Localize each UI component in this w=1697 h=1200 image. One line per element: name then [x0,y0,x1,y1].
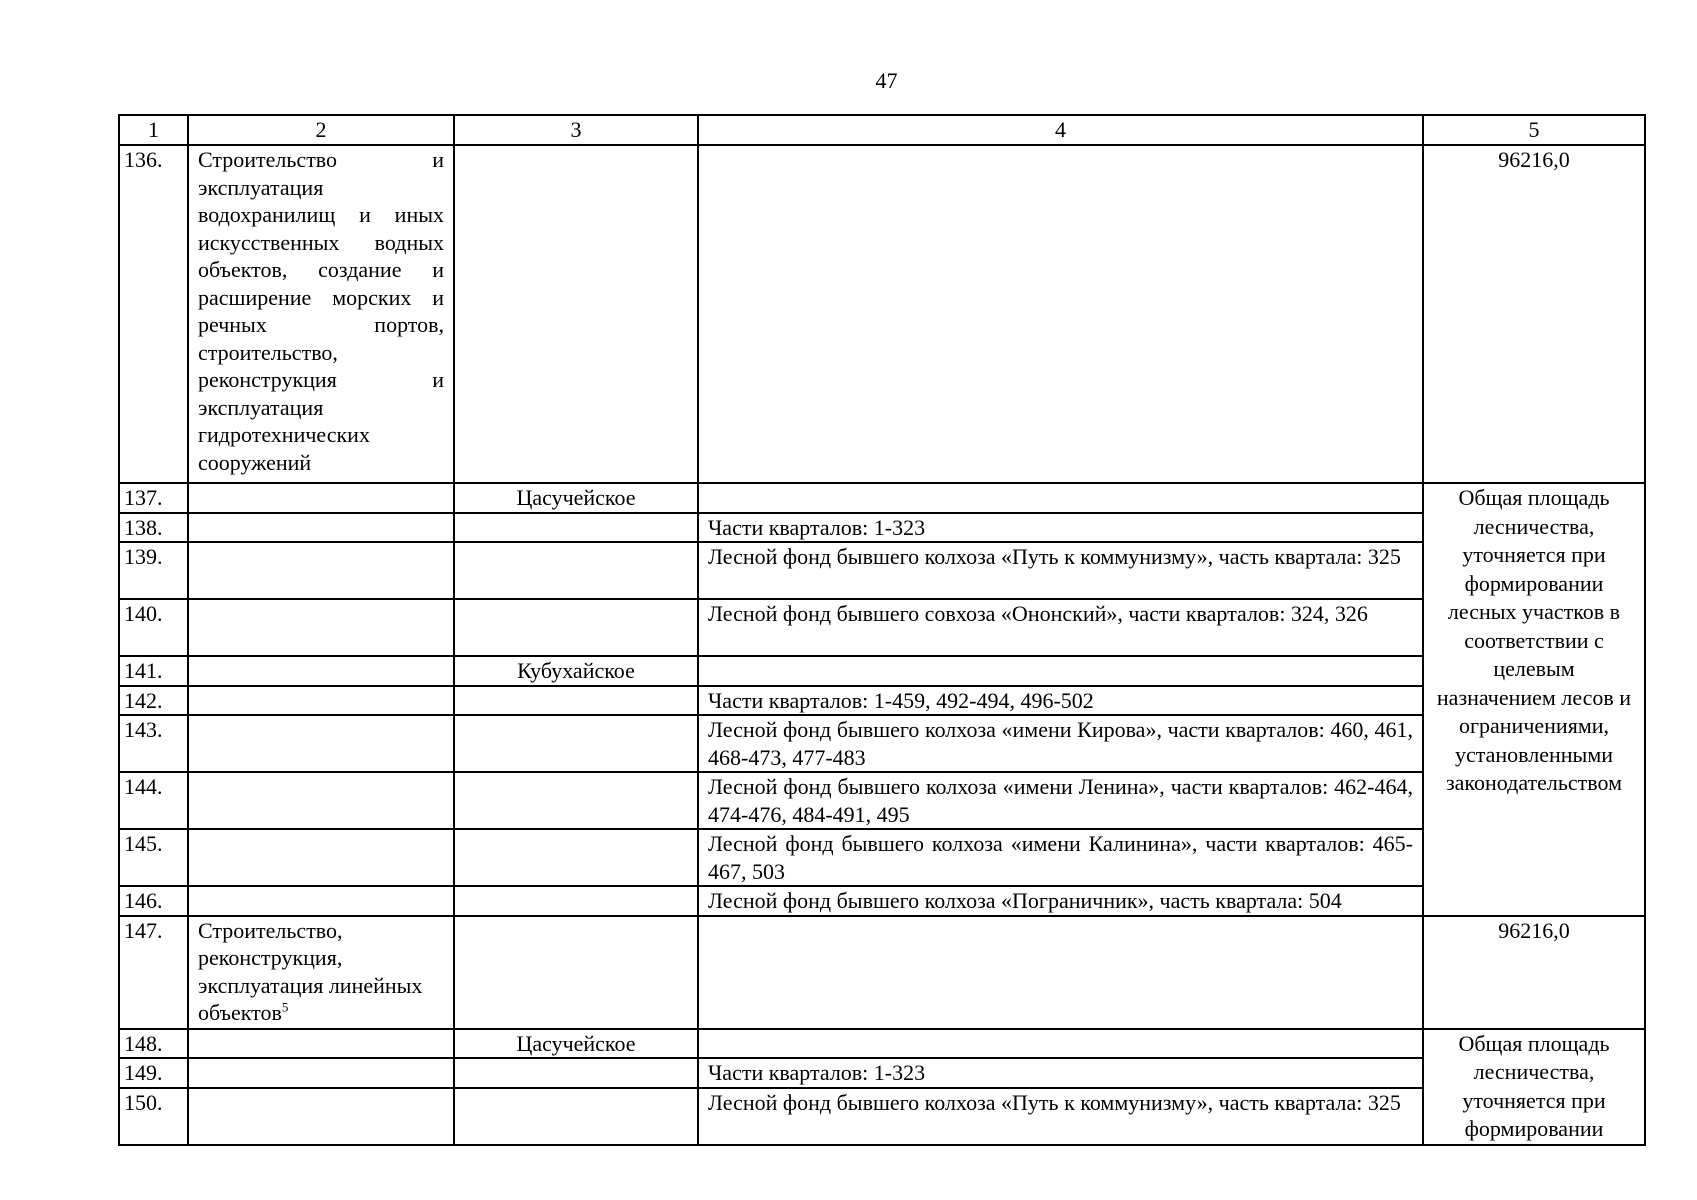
table-row [119,145,1645,483]
column-header-3: 3 [454,115,698,145]
purpose-cell [188,599,454,656]
purpose-cell [188,656,454,686]
row-number: 145. [119,829,188,886]
row-number: 139. [119,542,188,599]
column-header-1: 1 [119,115,188,145]
row-number: 146. [119,886,188,916]
row-number: 150. [119,1088,188,1145]
table-row [119,483,1645,513]
quarters-cell: Лесной фонд бывшего колхоза «Путь к коммунизму», часть квартала: 325 [698,1088,1423,1145]
quarters-cell [698,656,1423,686]
forest-use-table [118,114,1646,1146]
area-note-cell: Общая площадь лесничества, уточняется при формировании [1423,1029,1645,1145]
purpose-cell [188,483,454,513]
quarters-cell [698,916,1423,1029]
quarters-cell: Лесной фонд бывшего колхоза «имени Калинина», части кварталов: 465-467, 503 [698,829,1423,886]
purpose-cell [188,542,454,599]
row-number: 137. [119,483,188,513]
forestry-cell [454,686,698,716]
quarters-cell: Лесной фонд бывшего совхоза «Ононский», части кварталов: 324, 326 [698,599,1423,656]
forestry-cell: Цасучейское [454,1029,698,1059]
row-number: 138. [119,513,188,543]
row-number: 149. [119,1058,188,1088]
footnote-marker: 5 [281,999,289,1015]
forestry-cell: Цасучейское [454,483,698,513]
forestry-cell: Кубухайское [454,656,698,686]
purpose-cell: Строительство и эксплуатация водохранилищ и иных искусственных водных объектов, создание и расширение морских и речных портов, строительство, реконструкция и эксплуатация гидротехнических сооружений [188,145,454,483]
forestry-cell [454,715,698,772]
forestry-cell [454,599,698,656]
row-number: 140. [119,599,188,656]
table-row [119,829,1645,886]
purpose-text: Строительство, реконструкция, эксплуатация линейных объектов [198,917,423,1025]
forestry-cell [454,542,698,599]
quarters-cell: Лесной фонд бывшего колхоза «Пограничник», часть квартала: 504 [698,886,1423,916]
quarters-cell: Лесной фонд бывшего колхоза «имени Ленина», части кварталов: 462-464, 474-476, 484-491, 495 [698,772,1423,829]
quarters-cell [698,145,1423,483]
forestry-cell [454,886,698,916]
quarters-cell: Части кварталов: 1-323 [698,513,1423,543]
row-number: 141. [119,656,188,686]
purpose-cell [188,1029,454,1059]
purpose-cell [188,916,454,1029]
quarters-cell: Части кварталов: 1-323 [698,1058,1423,1088]
quarters-cell [698,483,1423,513]
page-number: 47 [875,68,898,93]
purpose-cell [188,772,454,829]
purpose-cell [188,1058,454,1088]
table-row [119,1058,1645,1088]
forestry-cell [454,145,698,483]
column-header-2: 2 [188,115,454,145]
forestry-cell [454,916,698,1029]
table-row [119,599,1645,656]
row-number: 142. [119,686,188,716]
table-header-row [119,115,1645,145]
forestry-cell [454,1058,698,1088]
area-cell: 96216,0 [1423,145,1645,483]
table-row [119,1029,1645,1059]
row-number: 143. [119,715,188,772]
purpose-cell [188,1088,454,1145]
quarters-cell: Лесной фонд бывшего колхоза «имени Кирова», части кварталов: 460, 461, 468-473, 477-483 [698,715,1423,772]
table-row [119,916,1645,1029]
column-header-5: 5 [1423,115,1645,145]
forestry-cell [454,772,698,829]
area-note-cell: Общая площадь лесничества, уточняется при формировании лесных участков в соответствии с целевым назначением лесов и ограничениями, установленными законодательством [1423,483,1645,916]
quarters-cell [698,1029,1423,1059]
purpose-cell [188,513,454,543]
table-row [119,542,1645,599]
forestry-cell [454,1088,698,1145]
table-row [119,715,1645,772]
row-number: 144. [119,772,188,829]
column-header-4: 4 [698,115,1423,145]
row-number: 136. [119,145,188,483]
area-cell: 96216,0 [1423,916,1645,1029]
table-row [119,656,1645,686]
purpose-cell [188,829,454,886]
table-row [119,513,1645,543]
purpose-cell [188,686,454,716]
quarters-cell: Части кварталов: 1-459, 492-494, 496-502 [698,686,1423,716]
forestry-cell [454,513,698,543]
row-number: 147. [119,916,188,1029]
table-row [119,886,1645,916]
purpose-cell [188,715,454,772]
table-row [119,1088,1645,1145]
quarters-cell: Лесной фонд бывшего колхоза «Путь к коммунизму», часть квартала: 325 [698,542,1423,599]
table-row [119,686,1645,716]
purpose-cell [188,886,454,916]
forestry-cell [454,829,698,886]
table-row [119,772,1645,829]
row-number: 148. [119,1029,188,1059]
